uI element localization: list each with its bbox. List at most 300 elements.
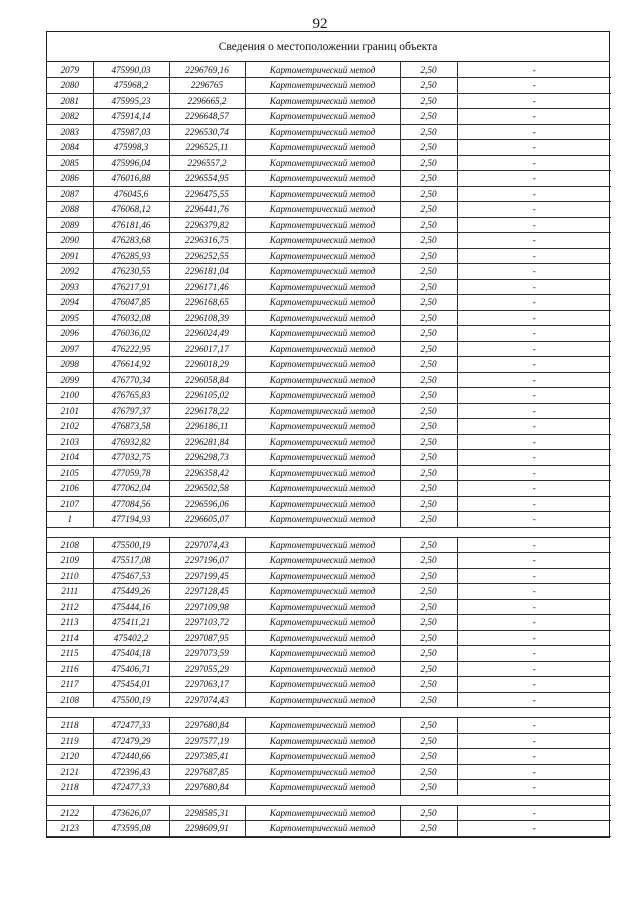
note-cell: -	[457, 434, 611, 450]
y-coordinate-cell: 2297385,41	[169, 749, 245, 765]
method-cell: Картометрический метод	[245, 372, 400, 388]
method-cell: Картометрический метод	[245, 733, 400, 749]
precision-cell: 2,50	[400, 465, 457, 481]
precision-cell: 2,50	[400, 821, 457, 837]
precision-cell: 2,50	[400, 202, 457, 218]
note-cell: -	[457, 646, 611, 662]
y-coordinate-cell: 2297087,95	[169, 630, 245, 646]
point-number-cell: 2122	[47, 805, 93, 821]
method-cell: Картометрический метод	[245, 692, 400, 708]
x-coordinate-cell: 477194,93	[93, 512, 169, 528]
precision-cell: 2,50	[400, 568, 457, 584]
y-coordinate-cell: 2296316,75	[169, 233, 245, 249]
method-cell: Картометрический метод	[245, 341, 400, 357]
precision-cell: 2,50	[400, 233, 457, 249]
method-cell: Картометрический метод	[245, 821, 400, 837]
y-coordinate-cell: 2296168,65	[169, 295, 245, 311]
x-coordinate-cell: 475996,04	[93, 155, 169, 171]
precision-cell: 2,50	[400, 357, 457, 373]
x-coordinate-cell: 476045,6	[93, 186, 169, 202]
y-coordinate-cell: 2296379,82	[169, 217, 245, 233]
point-number-cell: 2106	[47, 481, 93, 497]
table-row	[47, 403, 611, 419]
method-cell: Картометрический метод	[245, 388, 400, 404]
point-number-cell: 2114	[47, 630, 93, 646]
table-row	[47, 78, 611, 94]
precision-cell: 2,50	[400, 553, 457, 569]
group-separator-cell	[47, 527, 611, 537]
x-coordinate-cell: 475998,3	[93, 140, 169, 156]
y-coordinate-cell: 2296108,39	[169, 310, 245, 326]
group-separator-cell	[47, 795, 611, 805]
coordinates-table	[47, 62, 611, 837]
y-coordinate-cell: 2297074,43	[169, 692, 245, 708]
table-row	[47, 584, 611, 600]
table-row	[47, 93, 611, 109]
y-coordinate-cell: 2296769,16	[169, 62, 245, 78]
x-coordinate-cell: 472440,66	[93, 749, 169, 765]
method-cell: Картометрический метод	[245, 718, 400, 734]
note-cell: -	[457, 403, 611, 419]
table-row	[47, 718, 611, 734]
table-row	[47, 326, 611, 342]
x-coordinate-cell: 476285,93	[93, 248, 169, 264]
point-number-cell: 2120	[47, 749, 93, 765]
precision-cell: 2,50	[400, 264, 457, 280]
precision-cell: 2,50	[400, 764, 457, 780]
table-row	[47, 388, 611, 404]
point-number-cell: 2093	[47, 279, 93, 295]
table-row	[47, 233, 611, 249]
x-coordinate-cell: 475402,2	[93, 630, 169, 646]
method-cell: Картометрический метод	[245, 615, 400, 631]
note-cell: -	[457, 109, 611, 125]
note-cell: -	[457, 553, 611, 569]
precision-cell: 2,50	[400, 217, 457, 233]
table-row	[47, 434, 611, 450]
note-cell: -	[457, 630, 611, 646]
group-separator-cell	[47, 708, 611, 718]
table-row	[47, 140, 611, 156]
x-coordinate-cell: 475500,19	[93, 537, 169, 553]
table-row	[47, 630, 611, 646]
point-number-cell: 2108	[47, 692, 93, 708]
y-coordinate-cell: 2296648,57	[169, 109, 245, 125]
y-coordinate-cell: 2297128,45	[169, 584, 245, 600]
note-cell: -	[457, 465, 611, 481]
y-coordinate-cell: 2298609,91	[169, 821, 245, 837]
group-separator-row	[47, 708, 611, 718]
y-coordinate-cell: 2296765	[169, 78, 245, 94]
method-cell: Картометрический метод	[245, 233, 400, 249]
method-cell: Картометрический метод	[245, 217, 400, 233]
x-coordinate-cell: 475990,03	[93, 62, 169, 78]
y-coordinate-cell: 2296281,84	[169, 434, 245, 450]
y-coordinate-cell: 2296181,04	[169, 264, 245, 280]
x-coordinate-cell: 472396,43	[93, 764, 169, 780]
point-number-cell: 2116	[47, 661, 93, 677]
x-coordinate-cell: 475987,03	[93, 124, 169, 140]
method-cell: Картометрический метод	[245, 630, 400, 646]
note-cell: -	[457, 93, 611, 109]
note-cell: -	[457, 749, 611, 765]
precision-cell: 2,50	[400, 496, 457, 512]
table-row	[47, 481, 611, 497]
x-coordinate-cell: 475467,53	[93, 568, 169, 584]
precision-cell: 2,50	[400, 295, 457, 311]
method-cell: Картометрический метод	[245, 93, 400, 109]
method-cell: Картометрический метод	[245, 109, 400, 125]
coordinates-table-body	[47, 62, 611, 836]
point-number-cell: 2090	[47, 233, 93, 249]
precision-cell: 2,50	[400, 171, 457, 187]
x-coordinate-cell: 475444,16	[93, 599, 169, 615]
note-cell: -	[457, 821, 611, 837]
page-number: 92	[312, 16, 328, 32]
precision-cell: 2,50	[400, 62, 457, 78]
y-coordinate-cell: 2296441,76	[169, 202, 245, 218]
point-number-cell: 2088	[47, 202, 93, 218]
table-row	[47, 279, 611, 295]
table-row	[47, 341, 611, 357]
precision-cell: 2,50	[400, 733, 457, 749]
precision-cell: 2,50	[400, 481, 457, 497]
table-row	[47, 248, 611, 264]
x-coordinate-cell: 472477,33	[93, 718, 169, 734]
table-row	[47, 646, 611, 662]
method-cell: Картометрический метод	[245, 326, 400, 342]
x-coordinate-cell: 475411,21	[93, 615, 169, 631]
point-number-cell: 2121	[47, 764, 93, 780]
method-cell: Картометрический метод	[245, 248, 400, 264]
y-coordinate-cell: 2296105,02	[169, 388, 245, 404]
y-coordinate-cell: 2296525,11	[169, 140, 245, 156]
y-coordinate-cell: 2296530,74	[169, 124, 245, 140]
point-number-cell: 2111	[47, 584, 93, 600]
point-number-cell: 2102	[47, 419, 93, 435]
method-cell: Картометрический метод	[245, 481, 400, 497]
precision-cell: 2,50	[400, 512, 457, 528]
y-coordinate-cell: 2297109,98	[169, 599, 245, 615]
precision-cell: 2,50	[400, 630, 457, 646]
note-cell: -	[457, 615, 611, 631]
note-cell: -	[457, 512, 611, 528]
method-cell: Картометрический метод	[245, 661, 400, 677]
note-cell: -	[457, 419, 611, 435]
method-cell: Картометрический метод	[245, 264, 400, 280]
x-coordinate-cell: 473595,08	[93, 821, 169, 837]
precision-cell: 2,50	[400, 450, 457, 466]
method-cell: Картометрический метод	[245, 279, 400, 295]
x-coordinate-cell: 473626,07	[93, 805, 169, 821]
table-row	[47, 186, 611, 202]
method-cell: Картометрический метод	[245, 450, 400, 466]
x-coordinate-cell: 475404,18	[93, 646, 169, 662]
method-cell: Картометрический метод	[245, 62, 400, 78]
method-cell: Картометрический метод	[245, 171, 400, 187]
y-coordinate-cell: 2297680,84	[169, 780, 245, 796]
point-number-cell: 2079	[47, 62, 93, 78]
precision-cell: 2,50	[400, 599, 457, 615]
precision-cell: 2,50	[400, 749, 457, 765]
y-coordinate-cell: 2296502,58	[169, 481, 245, 497]
y-coordinate-cell: 2297680,84	[169, 718, 245, 734]
note-cell: -	[457, 481, 611, 497]
method-cell: Картометрический метод	[245, 465, 400, 481]
note-cell: -	[457, 661, 611, 677]
x-coordinate-cell: 472479,29	[93, 733, 169, 749]
method-cell: Картометрический метод	[245, 780, 400, 796]
point-number-cell: 2123	[47, 821, 93, 837]
x-coordinate-cell: 476016,88	[93, 171, 169, 187]
point-number-cell: 1	[47, 512, 93, 528]
note-cell: -	[457, 733, 611, 749]
note-cell: -	[457, 357, 611, 373]
point-number-cell: 2113	[47, 615, 93, 631]
table-row	[47, 372, 611, 388]
precision-cell: 2,50	[400, 93, 457, 109]
method-cell: Картометрический метод	[245, 78, 400, 94]
group-separator-row	[47, 527, 611, 537]
point-number-cell: 2112	[47, 599, 93, 615]
note-cell: -	[457, 780, 611, 796]
x-coordinate-cell: 476222,95	[93, 341, 169, 357]
note-cell: -	[457, 155, 611, 171]
table-row	[47, 357, 611, 373]
precision-cell: 2,50	[400, 341, 457, 357]
y-coordinate-cell: 2296178,22	[169, 403, 245, 419]
x-coordinate-cell: 476068,12	[93, 202, 169, 218]
y-coordinate-cell: 2296554,95	[169, 171, 245, 187]
precision-cell: 2,50	[400, 434, 457, 450]
x-coordinate-cell: 476230,55	[93, 264, 169, 280]
y-coordinate-cell: 2296252,55	[169, 248, 245, 264]
point-number-cell: 2095	[47, 310, 93, 326]
precision-cell: 2,50	[400, 248, 457, 264]
point-number-cell: 2103	[47, 434, 93, 450]
note-cell: -	[457, 537, 611, 553]
precision-cell: 2,50	[400, 109, 457, 125]
y-coordinate-cell: 2297103,72	[169, 615, 245, 631]
note-cell: -	[457, 599, 611, 615]
y-coordinate-cell: 2296665,2	[169, 93, 245, 109]
point-number-cell: 2083	[47, 124, 93, 140]
precision-cell: 2,50	[400, 186, 457, 202]
note-cell: -	[457, 718, 611, 734]
y-coordinate-cell: 2297577,19	[169, 733, 245, 749]
point-number-cell: 2084	[47, 140, 93, 156]
point-number-cell: 2108	[47, 537, 93, 553]
point-number-cell: 2115	[47, 646, 93, 662]
table-row	[47, 419, 611, 435]
y-coordinate-cell: 2298585,31	[169, 805, 245, 821]
note-cell: -	[457, 202, 611, 218]
precision-cell: 2,50	[400, 78, 457, 94]
x-coordinate-cell: 475500,19	[93, 692, 169, 708]
note-cell: -	[457, 326, 611, 342]
precision-cell: 2,50	[400, 279, 457, 295]
y-coordinate-cell: 2297687,85	[169, 764, 245, 780]
x-coordinate-cell: 477032,75	[93, 450, 169, 466]
method-cell: Картометрический метод	[245, 155, 400, 171]
point-number-cell: 2118	[47, 718, 93, 734]
precision-cell: 2,50	[400, 805, 457, 821]
table-row	[47, 465, 611, 481]
x-coordinate-cell: 476181,46	[93, 217, 169, 233]
x-coordinate-cell: 475406,71	[93, 661, 169, 677]
table-row	[47, 496, 611, 512]
note-cell: -	[457, 279, 611, 295]
method-cell: Картометрический метод	[245, 419, 400, 435]
table-row	[47, 764, 611, 780]
table-row	[47, 537, 611, 553]
method-cell: Картометрический метод	[245, 584, 400, 600]
method-cell: Картометрический метод	[245, 512, 400, 528]
x-coordinate-cell: 475449,26	[93, 584, 169, 600]
table-row	[47, 62, 611, 78]
note-cell: -	[457, 568, 611, 584]
table-row	[47, 450, 611, 466]
y-coordinate-cell: 2296298,73	[169, 450, 245, 466]
note-cell: -	[457, 805, 611, 821]
table-row	[47, 124, 611, 140]
method-cell: Картометрический метод	[245, 677, 400, 693]
method-cell: Картометрический метод	[245, 202, 400, 218]
table-row	[47, 512, 611, 528]
precision-cell: 2,50	[400, 780, 457, 796]
precision-cell: 2,50	[400, 615, 457, 631]
precision-cell: 2,50	[400, 388, 457, 404]
table-row	[47, 733, 611, 749]
note-cell: -	[457, 450, 611, 466]
y-coordinate-cell: 2297199,45	[169, 568, 245, 584]
y-coordinate-cell: 2296024,49	[169, 326, 245, 342]
point-number-cell: 2109	[47, 553, 93, 569]
table-title: Сведения о местоположении границ объекта	[47, 32, 609, 62]
note-cell: -	[457, 677, 611, 693]
point-number-cell: 2119	[47, 733, 93, 749]
y-coordinate-cell: 2297063,17	[169, 677, 245, 693]
y-coordinate-cell: 2297073,59	[169, 646, 245, 662]
x-coordinate-cell: 476873,58	[93, 419, 169, 435]
x-coordinate-cell: 475454,01	[93, 677, 169, 693]
method-cell: Картометрический метод	[245, 553, 400, 569]
y-coordinate-cell: 2296171,46	[169, 279, 245, 295]
y-coordinate-cell: 2296475,55	[169, 186, 245, 202]
x-coordinate-cell: 476770,34	[93, 372, 169, 388]
x-coordinate-cell: 476932,82	[93, 434, 169, 450]
table-row	[47, 615, 611, 631]
y-coordinate-cell: 2296186,11	[169, 419, 245, 435]
precision-cell: 2,50	[400, 403, 457, 419]
group-separator-row	[47, 795, 611, 805]
method-cell: Картометрический метод	[245, 764, 400, 780]
table-row	[47, 661, 611, 677]
method-cell: Картометрический метод	[245, 749, 400, 765]
table-row	[47, 553, 611, 569]
y-coordinate-cell: 2297074,43	[169, 537, 245, 553]
point-number-cell: 2092	[47, 264, 93, 280]
note-cell: -	[457, 341, 611, 357]
precision-cell: 2,50	[400, 140, 457, 156]
method-cell: Картометрический метод	[245, 403, 400, 419]
point-number-cell: 2100	[47, 388, 93, 404]
point-number-cell: 2110	[47, 568, 93, 584]
method-cell: Картометрический метод	[245, 140, 400, 156]
y-coordinate-cell: 2297196,07	[169, 553, 245, 569]
point-number-cell: 2118	[47, 780, 93, 796]
point-number-cell: 2085	[47, 155, 93, 171]
point-number-cell: 2101	[47, 403, 93, 419]
precision-cell: 2,50	[400, 372, 457, 388]
note-cell: -	[457, 388, 611, 404]
method-cell: Картометрический метод	[245, 805, 400, 821]
note-cell: -	[457, 295, 611, 311]
note-cell: -	[457, 140, 611, 156]
note-cell: -	[457, 124, 611, 140]
method-cell: Картометрический метод	[245, 434, 400, 450]
y-coordinate-cell: 2297055,29	[169, 661, 245, 677]
point-number-cell: 2099	[47, 372, 93, 388]
method-cell: Картометрический метод	[245, 599, 400, 615]
precision-cell: 2,50	[400, 677, 457, 693]
note-cell: -	[457, 186, 611, 202]
table-row	[47, 217, 611, 233]
table-row	[47, 692, 611, 708]
x-coordinate-cell: 477084,56	[93, 496, 169, 512]
note-cell: -	[457, 233, 611, 249]
note-cell: -	[457, 584, 611, 600]
precision-cell: 2,50	[400, 718, 457, 734]
note-cell: -	[457, 264, 611, 280]
x-coordinate-cell: 476797,37	[93, 403, 169, 419]
table-row	[47, 821, 611, 837]
note-cell: -	[457, 62, 611, 78]
precision-cell: 2,50	[400, 419, 457, 435]
x-coordinate-cell: 476032,08	[93, 310, 169, 326]
y-coordinate-cell: 2296017,17	[169, 341, 245, 357]
y-coordinate-cell: 2296358,42	[169, 465, 245, 481]
point-number-cell: 2098	[47, 357, 93, 373]
table-row	[47, 805, 611, 821]
note-cell: -	[457, 171, 611, 187]
y-coordinate-cell: 2296557,2	[169, 155, 245, 171]
table-row	[47, 780, 611, 796]
method-cell: Картометрический метод	[245, 186, 400, 202]
note-cell: -	[457, 692, 611, 708]
note-cell: -	[457, 248, 611, 264]
table-row	[47, 295, 611, 311]
point-number-cell: 2097	[47, 341, 93, 357]
x-coordinate-cell: 476217,91	[93, 279, 169, 295]
point-number-cell: 2086	[47, 171, 93, 187]
method-cell: Картометрический метод	[245, 295, 400, 311]
method-cell: Картометрический метод	[245, 537, 400, 553]
x-coordinate-cell: 477059,78	[93, 465, 169, 481]
point-number-cell: 2082	[47, 109, 93, 125]
precision-cell: 2,50	[400, 326, 457, 342]
precision-cell: 2,50	[400, 310, 457, 326]
y-coordinate-cell: 2296605,07	[169, 512, 245, 528]
y-coordinate-cell: 2296018,29	[169, 357, 245, 373]
point-number-cell: 2107	[47, 496, 93, 512]
method-cell: Картометрический метод	[245, 496, 400, 512]
x-coordinate-cell: 475517,08	[93, 553, 169, 569]
method-cell: Картометрический метод	[245, 646, 400, 662]
y-coordinate-cell: 2296596,06	[169, 496, 245, 512]
precision-cell: 2,50	[400, 646, 457, 662]
x-coordinate-cell: 475995,23	[93, 93, 169, 109]
